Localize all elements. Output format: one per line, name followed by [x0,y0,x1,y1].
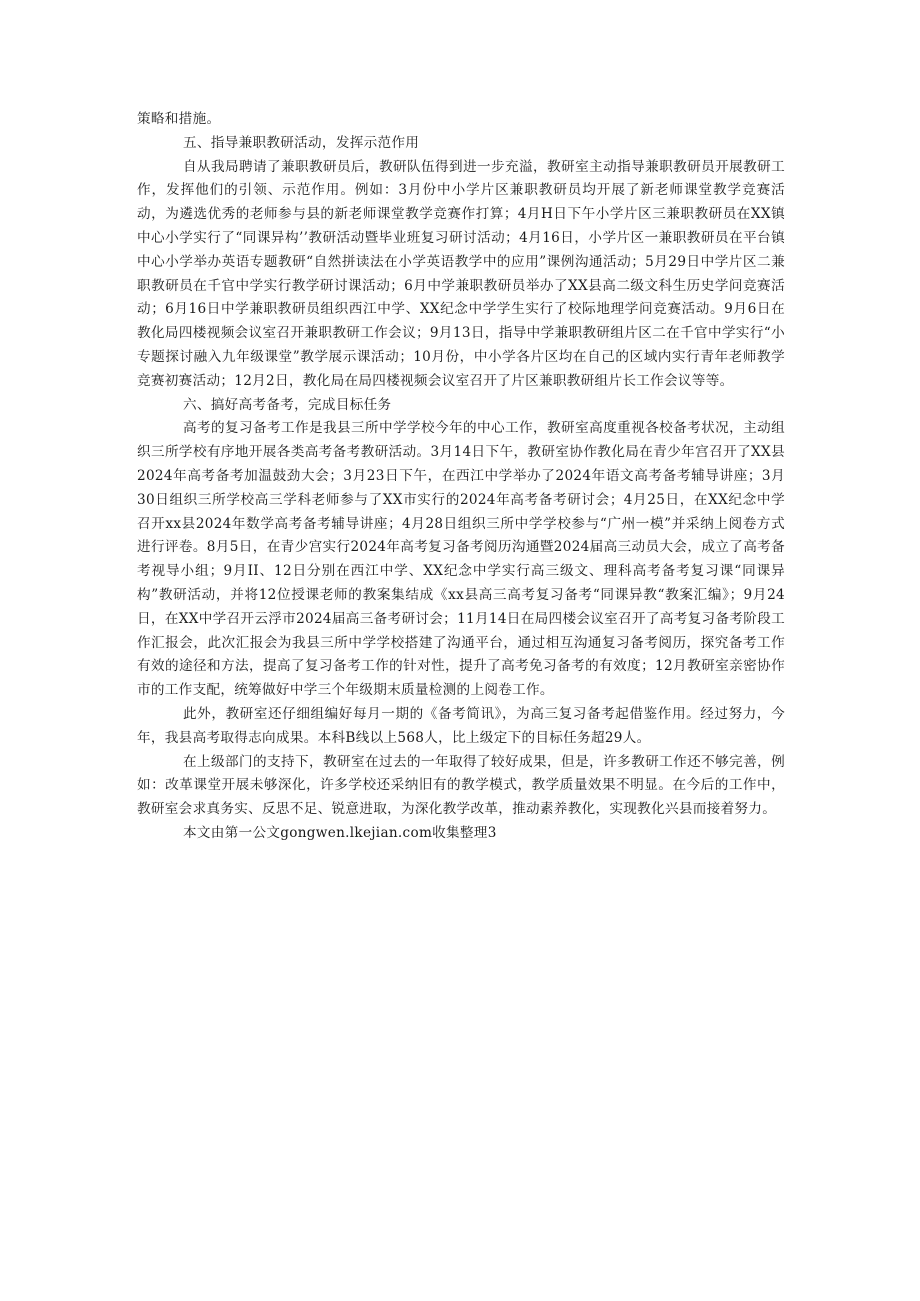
footer-part-3: an.co [380,824,419,841]
footer-part-1: 本文由第一 [183,824,253,841]
section-6-paragraph-1: 高考的复习备考工作是我县三所中学学校今年的中心工作，教研室高度重视各校备考状况，主动组织三所学校有序地开展各类高考备考教研活动。3月14日下午，教研室协作教化局在青少年宫召开了XX县2024年高考备考加温鼓劲大会；3月23日下午，在西江中学举办了2024年语文高考备考辅导讲座；3月30日组织三所学校高三学科老师参与了XX市实行的2024年高考备考研讨会；4月25日，在XX纪念中学召开xx县2024年数学高考备考辅导讲座；4月28日组织三所中学学校参与“广州一模”并采纳上阅卷方式进行评卷。8月5日，在青少宫实行2024年高考复习备考阅历沟通暨2024届高三动员大会，成立了高考备考视导小组；9月II、12日分别在西江中学、XX纪念中学实行高三级文、理科高考备考复习课“同课异构”教研活动，并将12位授课老师的教案集结成《xx县高三高考复习备考“同课异教“教案汇编》；9月24日，在XX中学召开云浮市2024届高三备考研讨会；11月14日在局四楼会议室召开了高考复习备考阶段工作汇报会，此次汇报会为我县三所中学学校搭建了沟通平台，通过相互沟通复习备考阅历，探究备考工作有效的途径和方法，提高了复习备考工作的针对性，提升了高考免习备考的有效度；12月教研室亲密协作市的工作支配，统筹做好中学三个年级期末质量检测的上阅卷工作。 [137,420,785,699]
footer-part-4: m收集整理3 [418,824,497,841]
lead-line: 策略和措施。 [137,111,221,127]
section-6-paragraph-3: 在上级部门的支持下，教研室在过去的一年取得了较好成果，但是，许多教研工作还不够完善，例如：改革课堂开展未够深化，许多学校还采纳旧有的教学模式，教学质量效果不明显。在今后的工作中，教研室会求真务实、反思不足、锐意进取，为深化教学改革，推动素养教化，实现教化兴县而接着努力。 [137,753,785,818]
section-6-paragraph-2: 此外，教研室还仔细组编好每月一期的《备考简讯》，为高三复习备考起借鉴作用。经过努力，今年，我县高考取得志向成果。本科B线以上568人，比上级定下的目标任务超29人。 [137,705,785,746]
section-5-paragraph: 自从我局聘请了兼职教研员后，教研队伍得到进一步充溢，教研室主动指导兼职教研员开展教研工作，发挥他们的引领、示范作用。例如：3月份中小学片区兼职教研员均开展了新老师课堂教学竞赛活动，为遴选优秀的老师参与县的新老师课堂教学竞赛作打算；4月H日下午小学片区三兼职教研员在XX镇中心小学实行了“同课异构’’教研活动暨毕业班复习研讨活动；4月16日，小学片区一兼职教研员在平台镇中心小学举办英语专题教研“自然拼读法在小学英语教学中的应用”课例沟通活动；5月29日中学片区二兼职教研员在千官中学实行教学研讨课活动；6月中学兼职教研员举办了XX县高二级文科生历史学问竞赛活动；6月16日中学兼职教研员组织西江中学、XX纪念中学学生实行了校际地理学问竞赛活动。9月6日在教化局四楼视频会议室召开兼职教研工作会议；9月13日，指导中学兼职教研组片区二在千官中学实行“小专题探讨融入九年级课堂”教学展示课活动；10月份，中小学各片区均在自己的区域内实行青年老师教学竞赛初赛活动；12月2日，教化局在局四楼视频会议室召开了片区兼职教研组片长工作会议等等。 [137,158,785,389]
source-footer [137,822,785,846]
section-5-heading: 五、指导兼职教研活动，发挥示范作用 [183,134,420,151]
footer-part-2: 公文gongwen.lkeji [252,824,381,841]
section-6-heading: 六、搞好高考备考，完成目标任务 [183,396,392,413]
document-page [137,108,785,846]
